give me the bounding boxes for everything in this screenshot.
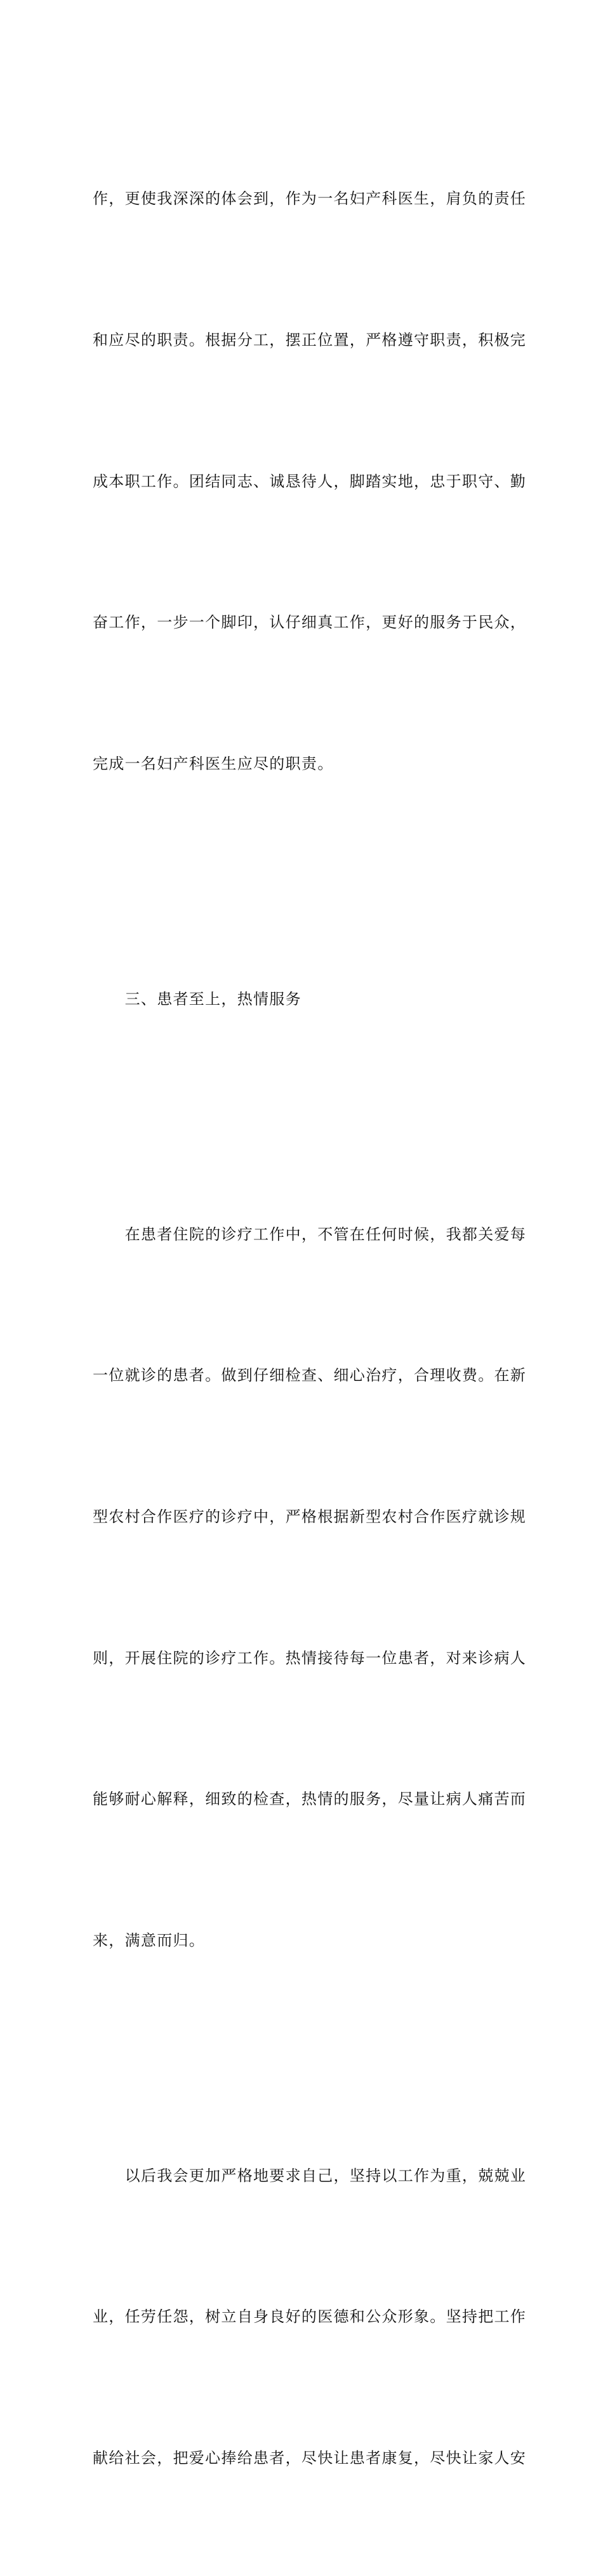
document-body xyxy=(93,81,527,2576)
text-line: 奋工作，一步一个脚印，认仔细真工作，更好的服务于民众， xyxy=(93,613,527,632)
text-line: 则，开展住院的诊疗工作。热情接待每一位患者，对来诊病人 xyxy=(93,1649,527,1667)
paragraph-patient-care xyxy=(93,1116,527,2058)
paragraph-future-commitment xyxy=(93,2058,527,2575)
text-line: 业，任劳任怨，树立自身良好的医德和公众形象。坚持把工作 xyxy=(93,2308,527,2326)
text-line: 在患者住院的诊疗工作中，不管在任何时候，我都关爱每 xyxy=(93,1225,527,1243)
text-line: 型农村合作医疗的诊疗中，严格根据新型农村合作医疗就诊规 xyxy=(93,1507,527,1526)
text-line: 以后我会更加严格地要求自己，坚持以工作为重，兢兢业 xyxy=(93,2166,527,2185)
text-line: 和应尽的职责。根据分工，摆正位置，严格遵守职责，积极完 xyxy=(93,331,527,349)
text-line: 成本职工作。团结同志、诚恳待人，脚踏实地，忠于职守、勤 xyxy=(93,472,527,490)
paragraph-duties xyxy=(93,81,527,881)
text-line: 献给社会，把爱心捧给患者，尽快让患者康复，尽快让家人安 xyxy=(93,2449,527,2467)
text-line: 完成一名妇产科医生应尽的职责。 xyxy=(93,754,334,773)
heading-line: 三、患者至上，热情服务 xyxy=(93,990,302,1008)
text-line: 一位就诊的患者。做到仔细检查、细心治疗，合理收费。在新 xyxy=(93,1366,527,1385)
text-line: 作，更使我深深的体会到，作为一名妇产科医生，肩负的责任 xyxy=(93,190,527,208)
text-line: 能够耐心解释，细致的检查，热情的服务，尽量让病人痛苦而 xyxy=(93,1790,527,1808)
section-heading xyxy=(93,881,512,1116)
text-line: 来，满意而归。 xyxy=(93,1931,206,1949)
